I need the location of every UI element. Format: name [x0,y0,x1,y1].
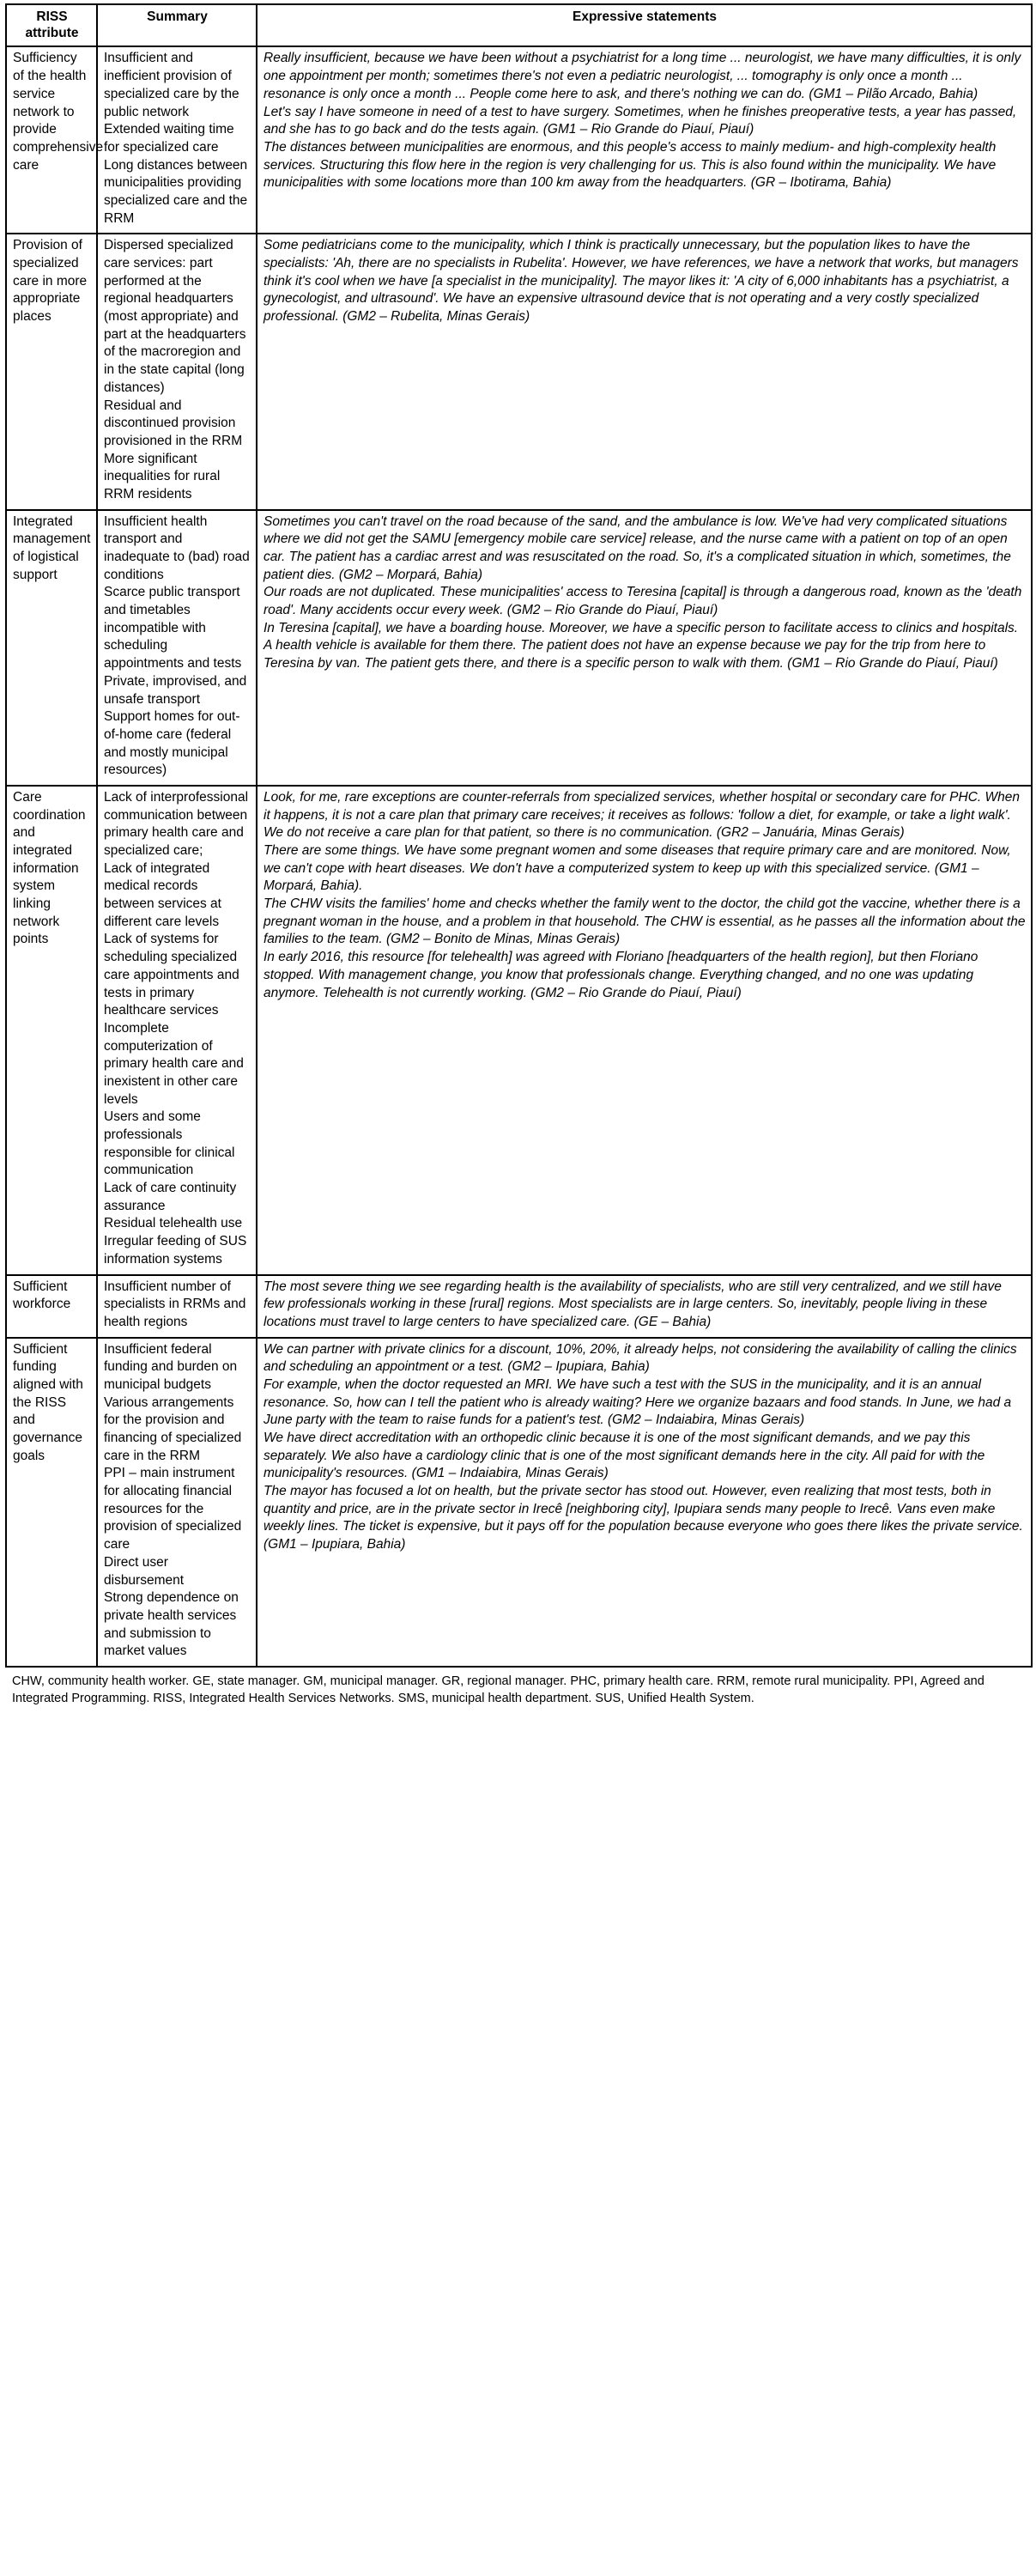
table-row [6,46,1032,234]
summary-line: Lack of interprofessional communication between primary health care and specialized care; [104,789,249,858]
quote: Our roads are not duplicated. These municipalities' access to Teresina [capital] is through a dangerous road, known as the 'death road'. Many accidents occur every week. (GM2 – Rio Grande do Piauí, Piauí) [264,585,1022,618]
summary-line: Users and some professionals responsible for clinical communication [104,1109,235,1178]
summary-line: Insufficient and inefficient provision of specialized care by the public network [104,51,239,119]
quote: We can partner with private clinics for a discount, 10%, 20%, it already helps, not considering the availability of calling the clinics and scheduling an appointment or a test. (GM2 – Ipupiara, Bahia) [264,1341,1017,1375]
quote: Some pediatricians come to the municipality, which I think is practically unnecessary, but the population likes to have the specialists: 'Ah, there are no specialists in Rubelita'. However, we have references, we have a network that works, but managers think it's cool when we have [a specialist in the municipality]. The mayor likes it: 'A city of 6,000 inhabitants has a psychiatrist, a gynecologist, and ultrasound'. We have an expensive ultrasound device that is not operating and a very costly specialized professional. (GM2 – Rubelita, Minas Gerais) [264,238,1019,325]
cell-attribute: Integrated management of logistical support [6,510,97,786]
summary-line: Private, improvised, and unsafe transport [104,673,247,707]
cell-attribute: Sufficiency of the health service network to provide comprehensive care [6,46,97,234]
riss-attributes-table [5,3,1033,1668]
summary-line: Direct user disbursement [104,1554,185,1588]
cell-summary [97,1338,257,1667]
quote: For example, when the doctor requested an MRI. We have such a test with the SUS in the municipality, and it is an annual resonance. So, how can I tell the patient who is already waiting? Here we organize bazaars and food stands. In June, we had a June party with the team to raise funds for a patient's test. (GM2 – Indaiabira, Minas Gerais) [264,1376,1012,1428]
summary-line: PPI – main instrument for allocating financial resources for the provision of specialized care [104,1466,242,1552]
cell-statements [257,234,1032,509]
summary-line: Insufficient health transport and inadequate to (bad) road conditions [104,513,250,582]
summary-line: Dispersed specialized care services: part performed at the regional headquarters (most appropriate) and part at the headquarters of the macroregion and in the state capital (long distances) [104,238,246,395]
column-header-summary: Summary [97,4,257,46]
summary-line: Lack of care continuity assurance [104,1181,237,1213]
column-header-statements: Expressive statements [257,4,1032,46]
cell-summary [97,1275,257,1338]
header-row [6,4,1032,46]
cell-summary [97,46,257,234]
quote: We have direct accreditation with an orthopedic clinic because it is one of the most significant demands, and we pay this separately. We also have a cardiology clinic that is one of the most significant demands here in the city. All paid for with the municipality's resources. (GM1 – Indaiabira, Minas Gerais) [264,1431,985,1481]
table-header [6,4,1032,46]
quote: Let's say I have someone in need of a test to have surgery. Sometimes, when he finishes preoperative tests, a year has passed, and she has to go back and do the tests again. (GM1 – Rio Grande do Piauí, Piauí) [264,104,1017,137]
summary-line: Lack of systems for scheduling specialized care appointments and tests in primary healthcare services [104,932,239,1018]
summary-line: Insufficient number of specialists in RRMs and health regions [104,1279,246,1329]
cell-statements [257,510,1032,786]
cell-statements [257,46,1032,234]
quote: The mayor has focused a lot on health, but the private sector has stood out. However, even realizing that most tests, both in quantity and price, are in the private sector in Irecê [neighboring city], Ipupiara sends many people to Irecê. Vans even make weekly lines. The ticket is expensive, but it pays off for the population because everyone who goes there likes the private service. (GM1 – Ipupiara, Bahia) [264,1484,1023,1552]
cell-statements [257,786,1032,1275]
quote: The most severe thing we see regarding health is the availability of specialists, who are still very centralized, and we still have few professionals working in these [rural] regions. Most specialists are in large centers. So, inevitably, people living in these locations must travel to large centers to have specialized care. (GE – Bahia) [264,1279,1002,1329]
cell-attribute: Sufficient workforce [6,1275,97,1338]
quote: Really insufficient, because we have been without a psychiatrist for a long time ... neurologist, we have many difficulties, it is only one appointment per month; sometimes there's not even a pediatric neurologist, ... tomography is only once a month ... resonance is only once a month ... People come here to ask, and there's nothing we can do. (GM1 – Pilão Arcado, Bahia) [264,51,1021,101]
quote: The distances between municipalities are enormous, and this people's access to mainly medium- and high-complexity health services. Structuring this flow here in the region is very challenging for us. This is also found within the municipality. We have municipalities with some locations more than 100 km away from the headquarters. (GR – Ibotirama, Bahia) [264,139,997,191]
table-row [6,786,1032,1275]
quote: Look, for me, rare exceptions are counter-referrals from specialized services, whether hospital or secondary care for PHC. When it happens, it is not a care plan that primary care receives; it receives as follows: 'follow a diet, for example, or take a light walk'. We do not receive a care plan for that patient, so there is no communication. (GR2 – Januária, Minas Gerais) [264,789,1021,841]
cell-attribute: Sufficient funding aligned with the RISS and governance goals [6,1338,97,1667]
summary-line: Irregular feeding of SUS information systems [104,1234,247,1267]
quote: The CHW visits the families' home and checks whether the family went to the doctor, the child got the vaccine, whether there is a pregnant woman in the house, and a problem in that household. The CHW is essential, as he passes all the information about the families to the team. (GM2 – Bonito de Minas, Minas Gerais) [264,896,1026,947]
summary-line: More significant inequalities for rural RRM residents [104,451,221,501]
table-row [6,510,1032,786]
table-body [6,46,1032,1667]
quote: In Teresina [capital], we have a boarding house. Moreover, we have a specific person to facilitate access to clinics and hospitals. A health vehicle is available for them there. The patient does not have an expense because we pay for the trip from here to Teresina by van. The patient gets there, and there is a specific person to walk with them. (GM1 – Rio Grande do Piauí, Piauí) [264,620,1019,671]
summary-line: Lack of integrated medical records between services at different care levels [104,860,221,929]
summary-line: Support homes for out-of-home care (federal and mostly municipal resources) [104,709,240,778]
column-header-attribute: RISS attribute [6,4,97,46]
cell-statements [257,1275,1032,1338]
summary-line: Scarce public transport and timetables incompatible with scheduling appointments and tests [104,585,242,671]
summary-line: Various arrangements for the provision and financing of specialized care in the RRM [104,1394,242,1463]
cell-summary [97,510,257,786]
summary-line: Incomplete computerization of primary health care and inexistent in other care levels [104,1020,244,1107]
summary-line: Extended waiting time for specialized care [104,122,234,155]
cell-attribute: Care coordination and integrated information system linking network points [6,786,97,1275]
quote: Sometimes you can't travel on the road because of the sand, and the ambulance is low. We've had very complicated situations where we did not get the SAMU [emergency mobile care service] release, and the nurse came with a patient on top of an open car. The patient has a cardiac arrest and was resuscitated on the road. So, it's a complicated situation in which, sometimes, the patient dies. (GM2 – Morpará, Bahia) [264,513,1011,582]
cell-summary [97,234,257,509]
quote: In early 2016, this resource [for telehealth] was agreed with Floriano [headquarters of the health region], but then Floriano stopped. With management change, you know that professionals change. Everything changed, and no one was updating anymore. Telehealth is not currently working. (GM2 – Rio Grande do Piauí, Piauí) [264,950,978,1000]
summary-line: Insufficient federal funding and burden on municipal budgets [104,1341,238,1392]
table-row [6,1275,1032,1338]
table-footnote: CHW, community health worker. GE, state manager. GM, municipal manager. GR, regional manager. PHC, primary health care. RRM, remote rural municipality. PPI, Agreed and Integrated Programming. RISS, Integrated Health Services Networks. SMS, municipal health department. SUS, Unified Health System. [12,1674,985,1705]
cell-attribute: Provision of specialized care in more appropriate places [6,234,97,509]
summary-line: Residual telehealth use [104,1216,243,1231]
cell-summary [97,786,257,1275]
summary-line: Long distances between municipalities providing specialized care and the RRM [104,157,248,226]
table-row [6,234,1032,509]
quote: There are some things. We have some pregnant women and some diseases that require primary care and are monitored. Now, we can't cope with heart diseases. We don't have a computerized system to keep up with this specialized service. (GM1 – Morpará, Bahia). [264,843,1011,894]
summary-line: Strong dependence on private health services and submission to market values [104,1590,239,1659]
summary-line: Residual and discontinued provision provisioned in the RRM [104,398,243,448]
table-row [6,1338,1032,1667]
cell-statements [257,1338,1032,1667]
